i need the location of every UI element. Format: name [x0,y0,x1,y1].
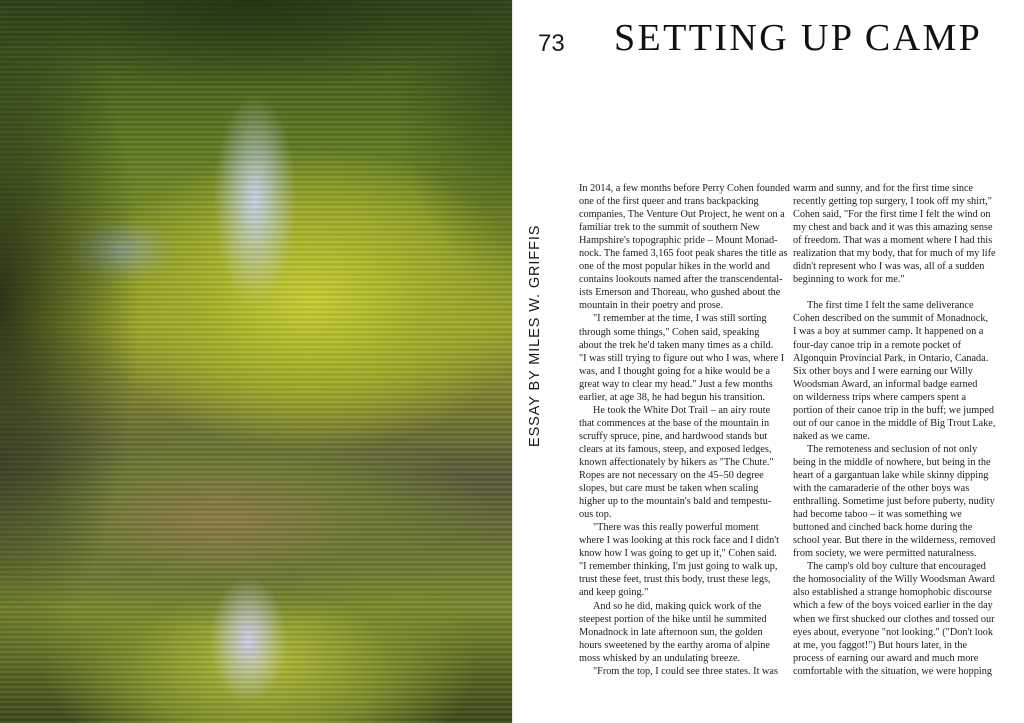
paragraph: The remoteness and seclusion of not only being in the middle of nowhere, but being in the heart of a gargantuan lake while skinny dipping with the camaraderie of the other boys was enthralling. Sometime just before puberty, nudity had become taboo – it was something we buttoned and cinched back home during the school year. But there in the wilderness, removed from society, we were permitted naturalness. [793,443,996,560]
text-column-2 [793,182,1013,678]
page-title: SETTING UP CAMP [614,17,983,59]
paragraph: "There was this really powerful moment where I was looking at this rock face and I didn't know how I was going to get up it," Cohen said. "I remember thinking, I'm just going to walk up, trust these feet, trust this body, trust these legs, and keep going." [579,522,779,599]
paragraph: In 2014, a few months before Perry Cohen founded one of the first queer and trans backpacking companies, The Venture Out Project, he went on a familiar trek to the summit of southern New Hampshire's topographic pride – Mount Monad- nock. The famed 3,165 foot peak shares the title as one of the most popular hikes in the world and contains lookouts named after the transcendental- ists Emerson and Thoreau, who gushed about the mountain in their poetry and prose. [579,183,790,312]
paragraph: The first time I felt the same deliverance Cohen described on the summit of Monadnock, I was a boy at summer camp. It happened on a four-day canoe trip in a remote pocket of Algonquin Provincial Park, in Ontario, Canada. Six other boys and I were earning our Willy Woodsman Award, an informal badge earned on wilderness trips where campers spent a portion of their canoe trip in the buff; we jumped out of our canoe in the middle of Big Trout Lake, naked as we came. [793,300,996,442]
essay-byline: ESSAY BY MILES W. GRIFFIS [527,224,543,447]
paragraph: And so he did, making quick work of the steepest portion of the hike until he summited Monadnock in late afternoon sun, the golden hours sweetened by the earthy aroma of alpine moss whisked by an undulating breeze. [579,600,770,664]
text-column-1 [579,182,799,678]
page-fold [512,0,513,723]
paragraph: warm and sunny, and for the first time since recently getting top surgery, I took off my shirt," Cohen said, "For the first time I felt the wind on my chest and back and it was this amazing sense of freedom. That was a moment where I had this realization that my body, that for much of my life didn't represent who I was was, all of a sudden beginning to work for me." [793,183,996,286]
paragraph: He took the White Dot Trail – an airy route that commences at the base of the mountain in scruffy spruce, pine, and hardwood stands but clears at its famous, steep, and exposed ledges, known affectionately by hikers as "The Chute." Ropes are not necessary on the 45–50 degree slopes, but care must be taken when scaling higher up to the mountain's bald and tempestu- ous top. [579,404,774,521]
paragraph: "I remember at the time, I was still sorting through some things," Cohen said, speaking about the trek he'd taken many times as a child. "I was still trying to figure out who I was, where I was, and I thought going for a hike would be a great way to clear my head." Just a few months earlier, at age 38, he had begun his transition. [579,313,785,403]
paragraph: The camp's old boy culture that encouraged the homosociality of the Willy Woodsman Award also established a strange homophobic discourse which a few of the boys voiced earlier in the day when we first shucked our clothes and tossed our eyes about, everyone "not looking." ("Don't look at me, you faggot!") But hours later, in the process of earning our award and much more comfortable with the situation, we were hopping [793,561,995,677]
paragraph: "From the top, I could see three states. It was [593,665,778,677]
page-number: 73 [538,30,565,57]
